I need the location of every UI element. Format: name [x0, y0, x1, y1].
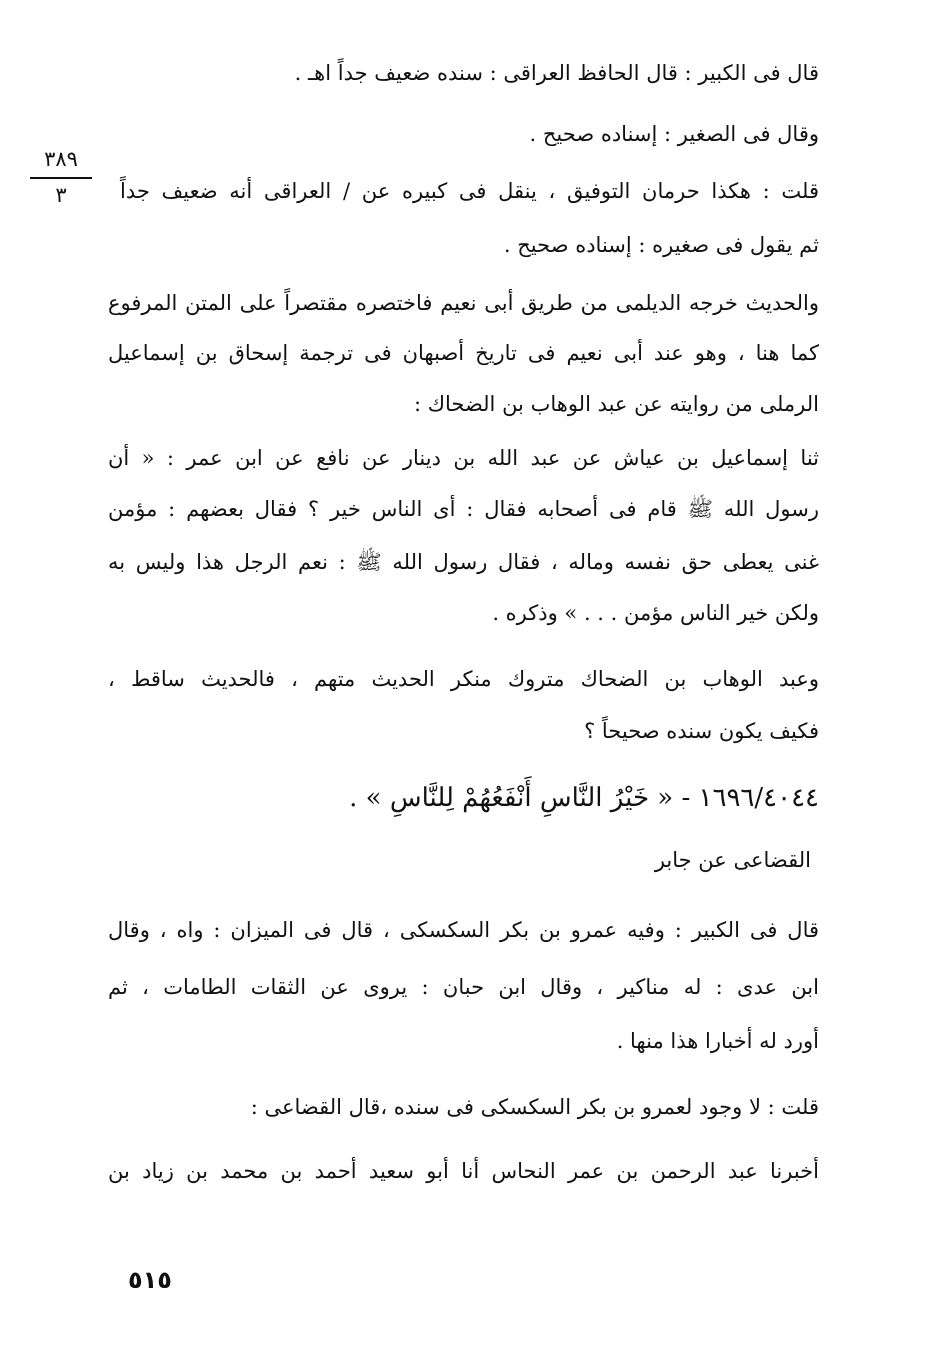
- text-line-1: قال فى الكبير : قال الحافظ العراقى : سنده ضعيف جداً اهـ .: [294, 61, 819, 85]
- text-line-5: والحديث خرجه الديلمى من طريق أبى نعيم فاختصره مقتصراً على المتن المرفوع: [108, 291, 819, 315]
- text-line-19: أخبرنا عبد الرحمن بن عمر النحاس أنا أبو سعيد أحمد بن محمد بن زياد بن: [108, 1159, 819, 1183]
- text-line-6: كما هنا ، وهو عند أبى نعيم فى تاريخ أصبهان فى ترجمة إسحاق بن إسماعيل: [108, 341, 819, 365]
- margin-reference-divider: [30, 177, 92, 179]
- text-line-17: أورد له أخبارا هذا منها .: [616, 1029, 819, 1053]
- margin-reference: [30, 145, 92, 209]
- margin-reference-bottom: ٣: [55, 183, 67, 207]
- text-line-13: فكيف يكون سنده صحيحاً ؟: [584, 719, 819, 743]
- page-number: ٥١٥: [128, 1266, 172, 1294]
- text-line-12: وعبد الوهاب بن الضحاك متروك منكر الحديث متهم ، فالحديث ساقط ،: [108, 667, 819, 691]
- hadith-heading: ١٦٩٦/٤٠٤٤ - « خَيْرُ النَّاسِ أَنْفَعُهُمْ لِلنَّاسِ » .: [349, 783, 819, 813]
- text-line-4: ثم يقول فى صغيره : إسناده صحيح .: [503, 233, 819, 257]
- text-line-8: ثنا إسماعيل بن عياش عن عبد الله بن دينار عن نافع عن ابن عمر : « أن: [108, 446, 819, 470]
- text-line-15: قال فى الكبير : وفيه عمرو بن بكر السكسكى ، قال فى الميزان : واه ، وقال: [108, 918, 819, 942]
- text-line-7: الرملى من روايته عن عبد الوهاب بن الضحاك :: [413, 392, 819, 416]
- text-line-16: ابن عدى : له مناكير ، وقال ابن حبان : يروى عن الثقات الطامات ، ثم: [108, 975, 819, 999]
- text-line-10: غنى يعطى حق نفسه وماله ، فقال رسول الله ﷺ : نعم الرجل هذا وليس به: [108, 550, 819, 574]
- text-line-3: قلت : هكذا حرمان التوفيق ، ينقل فى كبيره عن / العراقى أنه ضعيف جداً: [120, 179, 819, 203]
- text-line-9: رسول الله ﷺ قام فى أصحابه فقال : أى الناس خير ؟ فقال بعضهم : مؤمن: [108, 497, 819, 521]
- margin-reference-top: ٣٨٩: [44, 147, 78, 171]
- text-line-11: ولكن خير الناس مؤمن . . . » وذكره .: [492, 601, 819, 625]
- text-line-2: وقال فى الصغير : إسناده صحيح .: [529, 122, 819, 146]
- text-line-18: قلت : لا وجود لعمرو بن بكر السكسكى فى سنده ،قال القضاعى :: [250, 1095, 819, 1119]
- hadith-source: القضاعى عن جابر: [654, 848, 811, 872]
